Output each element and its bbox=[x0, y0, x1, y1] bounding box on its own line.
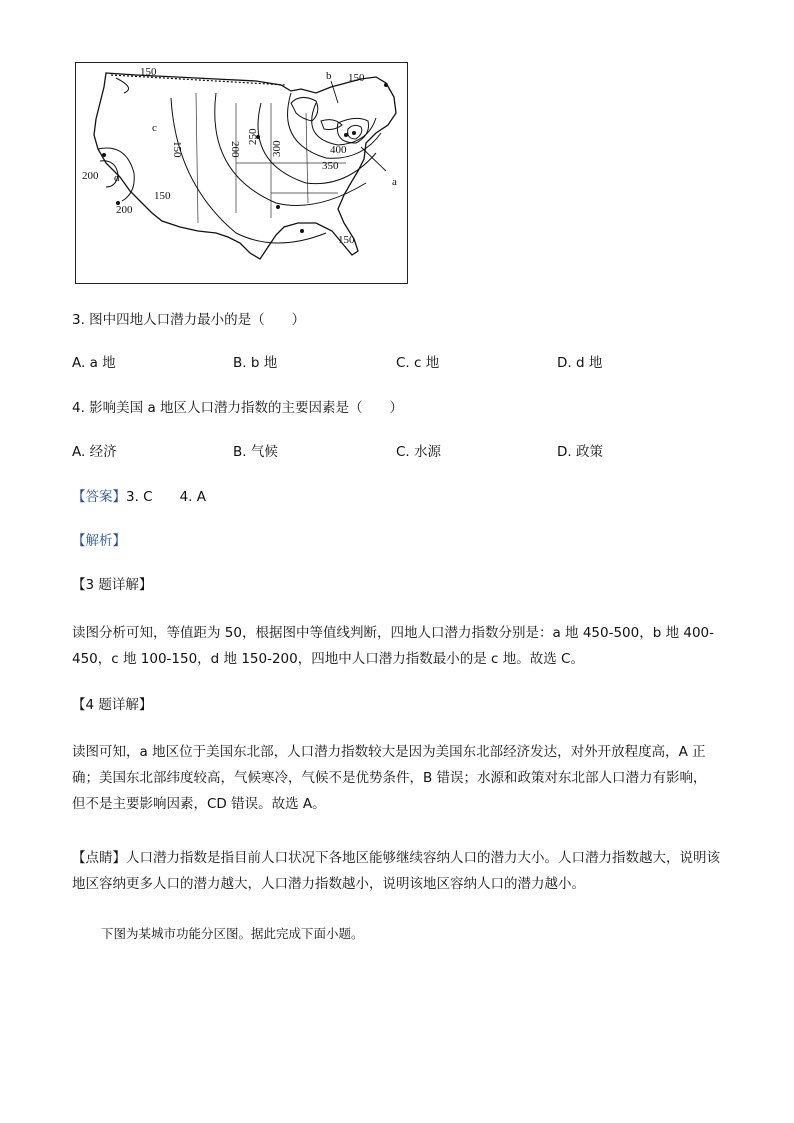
detail-3-tag: 【3 题详解】 bbox=[72, 577, 153, 593]
question-4-stem: 4. 影响美国 a 地区人口潜力指数的主要因素是（ ） bbox=[72, 400, 404, 416]
detail-4-text: 读图可知，a 地区位于美国东北部，人口潜力指数较大是因为美国东北部经济发达，对外开放程度高，A 正确；美国东北部纬度较高，气候寒冷，气候不是优势条件，B 错误；水源和政策对东北部人口潜力有影响，但不是主要影响因素，CD 错误。故选 A。 bbox=[72, 744, 707, 812]
city-dot bbox=[102, 153, 106, 157]
city-dot bbox=[300, 229, 304, 233]
point-label-c: c bbox=[152, 122, 157, 134]
contour-350 bbox=[312, 103, 376, 145]
question-3-stem: 3. 图中四地人口潜力最小的是（ ） bbox=[72, 312, 306, 328]
northern-border bbox=[111, 75, 286, 85]
answer-tag: 【答案】 bbox=[72, 489, 126, 505]
city-dot bbox=[384, 83, 388, 87]
contour-label: 300 bbox=[271, 140, 283, 157]
contour-label: 150 bbox=[140, 66, 157, 78]
contour-label: 400 bbox=[330, 144, 347, 156]
point-label-d: d bbox=[114, 172, 120, 184]
state-lines bbox=[196, 93, 346, 223]
q3-option-a: A. a 地 bbox=[72, 355, 116, 371]
pointer-a bbox=[361, 147, 386, 171]
q4-option-c: C. 水源 bbox=[396, 444, 442, 460]
dianjing-tag: 【点睛】 bbox=[72, 850, 126, 866]
point-label-b: b bbox=[326, 70, 332, 82]
great-lakes bbox=[291, 97, 342, 129]
contour-150-main bbox=[171, 98, 326, 243]
population-potential-map bbox=[75, 62, 408, 284]
next-figure-intro: 下图为某城市功能分区图。据此完成下面小题。 bbox=[101, 926, 364, 941]
answer-line bbox=[72, 487, 206, 507]
contour-label: 150 bbox=[338, 234, 355, 246]
contour-400 bbox=[337, 118, 368, 143]
answer-text: 3. C 4. A bbox=[126, 489, 207, 505]
contour-label: 150 bbox=[171, 141, 183, 158]
city-dot bbox=[276, 205, 280, 209]
city-dot bbox=[344, 133, 348, 137]
q3-option-b: B. b 地 bbox=[233, 355, 278, 371]
contour-150-west bbox=[116, 78, 129, 93]
q4-option-b: B. 气候 bbox=[233, 444, 278, 460]
detail-3-text: 读图分析可知，等值距为 50，根据图中等值线判断，四地人口潜力指数分别是：a 地 450-500，b 地 400-450，c 地 100-150，d 地 150-200，四地中人口潜力指数最小的是 c 地。故选 C。 bbox=[72, 625, 715, 667]
analysis-label: 【解析】 bbox=[72, 533, 126, 549]
q4-option-d: D. 政策 bbox=[557, 444, 603, 460]
contour-label: 350 bbox=[322, 160, 339, 172]
contour-label: 150 bbox=[348, 72, 365, 84]
contour-label: 150 bbox=[154, 190, 171, 202]
map-svg bbox=[76, 63, 408, 284]
dianjing-text: 人口潜力指数是指目前人口状况下各地区能够继续容纳人口的潜力大小。人口潜力指数越大，说明该地区容纳更多人口的潜力越大，人口潜力指数越小，说明该地区容纳人口的潜力越小。 bbox=[72, 850, 720, 892]
contour-label: 200 bbox=[229, 141, 241, 158]
contour-label: 200 bbox=[116, 204, 133, 216]
q3-option-c: C. c 地 bbox=[396, 355, 440, 371]
contour-label: 200 bbox=[82, 170, 99, 182]
analysis-tag bbox=[72, 531, 126, 551]
q4-option-a: A. 经济 bbox=[72, 444, 117, 460]
q3-option-d: D. d 地 bbox=[557, 355, 603, 371]
contour-label: 250 bbox=[247, 128, 259, 145]
country-outline bbox=[94, 73, 396, 259]
dianjing-paragraph bbox=[72, 845, 720, 897]
pointer-b bbox=[331, 81, 338, 103]
detail-4-tag: 【4 题详解】 bbox=[72, 697, 153, 713]
point-label-a: a bbox=[392, 176, 397, 188]
city-dot bbox=[352, 131, 356, 135]
